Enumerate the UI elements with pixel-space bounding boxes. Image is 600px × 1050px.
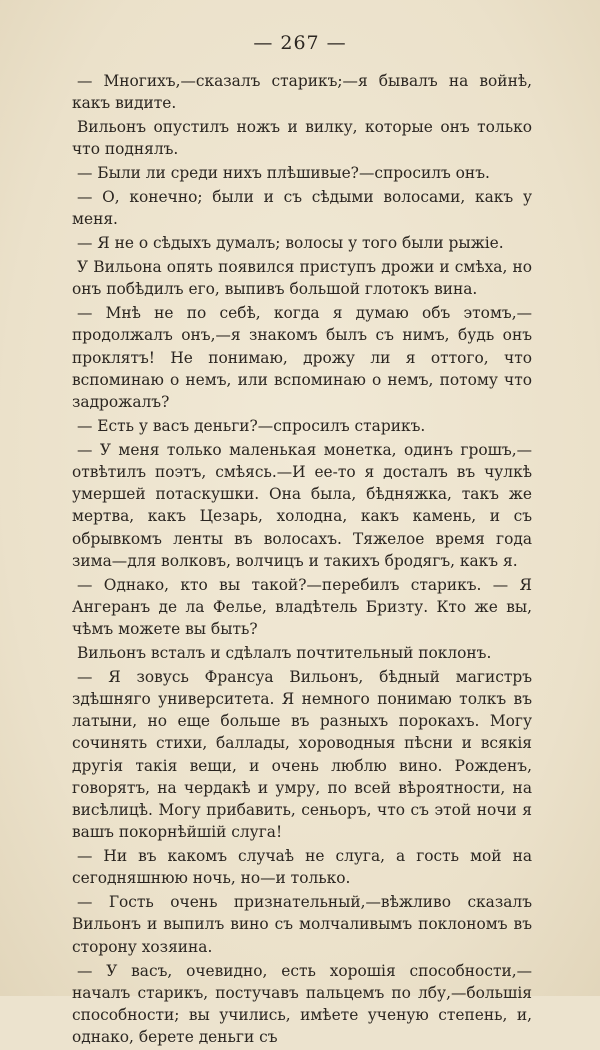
paragraph: — У васъ, очевидно, есть хорошія способности,—началъ старикъ, постучавъ пальцемъ по лбу,—большія способности; вы учились, имѣете ученую степень, и, однако, берете деньги съ [72,961,532,1047]
paragraph: — Я не о сѣдыхъ думалъ; волосы у того были рыжіе. [77,234,504,253]
page-number: — 267 — [253,32,347,54]
page-text [72,70,532,1050]
paragraph: — Были ли среди нихъ плѣшивые?—спросилъ онъ. [77,164,490,183]
paragraph: — Есть у васъ деньги?—спросилъ старикъ. [77,416,426,435]
paragraph: Вильонъ опустилъ ножъ и вилку, которые онъ только что поднялъ. [72,118,532,159]
paragraph: — Я зовусь Франсуа Вильонъ, бѣдный магистръ здѣшняго университета. Я немного понимаю толкъ въ латыни, но еще больше въ разныхъ порокахъ. Могу сочинять стихи, баллады, хороводныя пѣсни и всякія другія такія вещи, и очень люблю вино. Рожденъ, говорятъ, на чердакѣ и умру, по всей вѣроятности, на висѣлицѣ. Могу прибавить, сеньоръ, что съ этой ночи я вашъ покорнѣйшій слуга! [72,667,532,842]
paragraph: — О, конечно; были и съ сѣдыми волосами, какъ у меня. [72,188,532,229]
paragraph: — Ни въ какомъ случаѣ не слуга, а гость мой на сегодняшнюю ночь, но—и только. [72,847,532,888]
paragraph: — Многихъ,—сказалъ старикъ;—я бывалъ на войнѣ, какъ видите. [72,72,532,113]
paragraph: — Мнѣ не по себѣ, когда я думаю объ этомъ,—продолжалъ онъ,—я знакомъ былъ съ нимъ, будь онъ проклятъ! Не понимаю, дрожу ли я оттого, что вспоминаю о немъ, или вспоминаю о немъ, потому что задрожалъ? [72,304,532,411]
paragraph: Вильонъ всталъ и сдѣлалъ почтительный поклонъ. [77,643,492,662]
paragraph: У Вильона опять появился приступъ дрожи и смѣха, но онъ побѣдилъ его, выпивъ большой глотокъ вина. [72,258,532,299]
paragraph: — Гость очень признательный,—вѣжливо сказалъ Вильонъ и выпилъ вино съ молчаливымъ поклономъ въ сторону хозяина. [72,893,532,956]
paragraph: — У меня только маленькая монетка, одинъ грошъ,—отвѣтилъ поэтъ, смѣясь.—И ее-то я досталъ въ чулкѣ умершей потаскушки. Она была, бѣдняжка, такъ же мертва, какъ Цезарь, холодна, какъ камень, и съ обрывкомъ ленты въ волосахъ. Тяжелое время года зима—для волковъ, волчицъ и такихъ бродягъ, какъ я. [72,440,532,570]
paragraph: — Однако, кто вы такой?—перебилъ старикъ. — Я Ангеранъ де ла Фелье, владѣтель Бризту. Кто же вы, чѣмъ можете вы быть? [72,575,532,639]
